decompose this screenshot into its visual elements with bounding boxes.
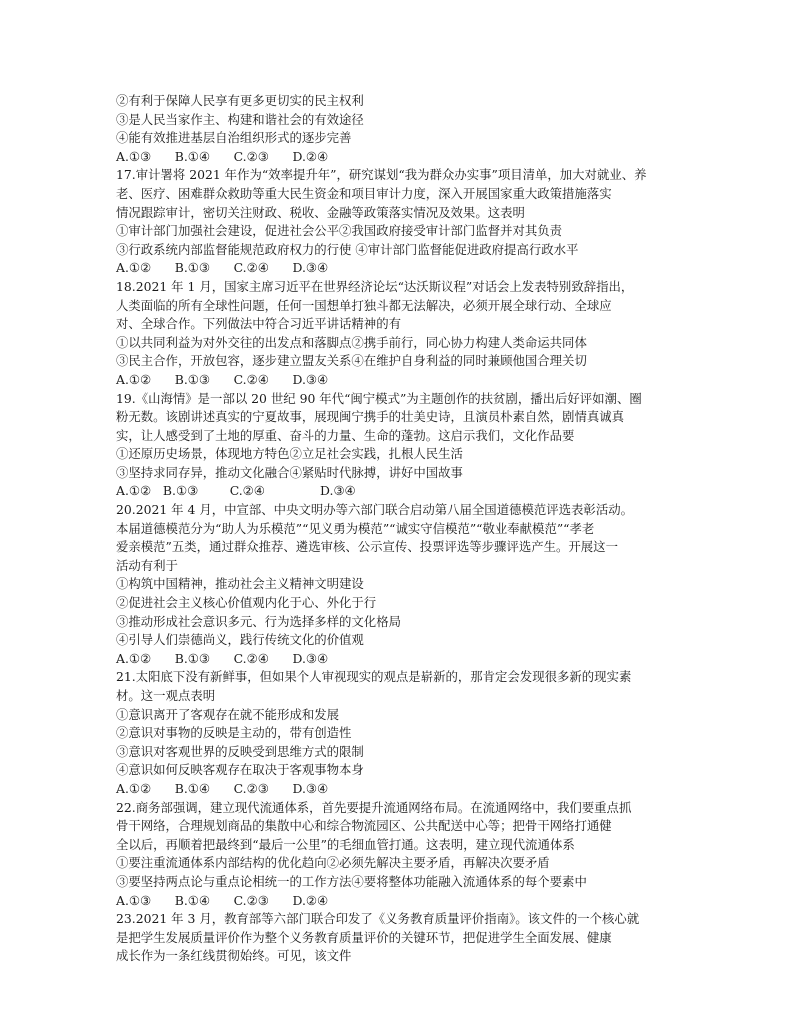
q17-options: A.①② B.①③ C.②④ D.③④: [116, 260, 329, 276]
q20-options: A.①② B.①③ C.②④ D.③④: [116, 650, 329, 666]
q17-stem-line-1: 17.审计署将 2021 年作为“效率提升年”，研究谋划“我为群众办实事”项目清单，加大对就业、养: [116, 167, 647, 183]
q16-statement-2: ②有利于保障人民享有更多更切实的民主权利: [116, 93, 364, 108]
q20-statement-2: ②促进社会主义核心价值观内化于心、外化于行: [116, 595, 377, 611]
q18-stem-line-3: 对、全球合作。下列做法中符合习近平讲话精神的有: [116, 316, 401, 332]
q20-statement-1: ①构筑中国精神，推动社会主义精神文明建设: [116, 576, 364, 592]
q20-stem-line-4: 活动有利于: [116, 557, 178, 573]
question-18: [116, 278, 696, 390]
q19-stem-line-2: 粉无数。该剧讲述真实的宁夏故事，展现闽宁携手的壮美史诗，且演员朴素自然，剧情真诚真: [116, 409, 625, 425]
q19-stem-line-3: 实，让人感受到了土地的厚重、奋斗的力量、生命的蓬勃。这启示我们，文化作品要: [116, 427, 575, 443]
q23-stem-line-3: 成长作为一条红线贯彻始终。可见，该文件: [116, 948, 352, 964]
q20-statement-4: ④引导人们崇德尚义，践行传统文化的价值观: [116, 632, 364, 648]
q23-stem-line-1: 23.2021 年 3 月，教育部等六部门联合印发了《义务教育质量评价指南》。该文件的一个核心就: [116, 911, 640, 927]
q21-statement-1: ①意识离开了客观存在就不能形成和发展: [116, 706, 340, 722]
question-21: [116, 668, 696, 798]
q19-stem-line-1: 19.《山海情》是一部以 20 世纪 90 年代“闽宁模式”为主题创作的扶贫剧，播出后好评如潮、圈: [116, 390, 642, 406]
q16-statement-3: ③是人民当家作主、构建和谐社会的有效途径: [116, 111, 364, 127]
q16-options: A.①③ B.①④ C.②③ D.②④: [116, 148, 329, 164]
question-20: [116, 501, 696, 668]
question-22: [116, 799, 696, 911]
q20-stem-line-1: 20.2021 年 4 月，中宣部、中央文明办等六部门联合启动第八届全国道德模范评选表彰活动。: [116, 502, 633, 518]
q17-stem-line-2: 老、医疗、困难群众救助等重大民生资金和项目审计力度，深入开展国家重大政策措施落实: [116, 185, 612, 201]
q22-statements-1-2: ①要注重流通体系内部结构的优化趋向②必须先解决主要矛盾，再解决次要矛盾: [116, 855, 550, 871]
exam-page: [116, 92, 696, 966]
q22-stem-line-3: 全以后，再顺着把最终到“最后一公里”的毛细血管打通。这表明，建立现代流通体系: [116, 836, 575, 852]
q23-stem-line-2: 是把学生发展质量评价作为整个义务教育质量评价的关键环节，把促进学生全面发展、健康: [116, 929, 612, 945]
q18-stem-line-2: 人类面临的所有全球性问题，任何一国想单打独斗都无法解决，必须开展全球行动、全球应: [116, 297, 612, 313]
q22-statements-3-4: ③要坚持两点论与重点论相统一的工作方法④要将整体功能融入流通体系的每个要素中: [116, 873, 587, 889]
q17-statements-3-4: ③行政系统内部监督能规范政府权力的行使 ④审计部门监督能促进政府提高行政水平: [116, 241, 579, 257]
q16-statement-4: ④能有效推进基层自治组织形式的逐步完善: [116, 130, 352, 146]
question-16-tail: [116, 92, 696, 166]
q21-statement-4: ④意识如何反映客观存在取决于客观事物本身: [116, 762, 364, 778]
q17-stem-line-3: 情况跟踪审计，密切关注财政、税收、金融等政策落实情况及效果。这表明: [116, 204, 525, 220]
q19-statements-1-2: ①还原历史场景，体现地方特色②立足社会实践，扎根人民生活: [116, 446, 463, 462]
q21-statement-3: ③意识对客观世界的反映受到思维方式的限制: [116, 743, 364, 759]
q21-statement-2: ②意识对事物的反映是主动的，带有创造性: [116, 725, 352, 741]
q20-stem-line-2: 本届道德模范分为“助人为乐模范”“见义勇为模范”“诚实守信模范”“敬业奉献模范”“孝老: [116, 520, 595, 536]
q18-options: A.①② B.①③ C.②④ D.③④: [116, 371, 329, 387]
q21-stem-line-1: 21.太阳底下没有新鲜事，但如果个人审视现实的观点是崭新的，那肯定会发现很多新的现实素: [116, 669, 632, 685]
q18-stem-line-1: 18.2021 年 1 月，国家主席习近平在世界经济论坛“达沃斯议程”对话会上发表特别致辞指出，: [116, 278, 634, 294]
question-19: [116, 390, 696, 502]
q17-statements-1-2: ①审计部门加强社会建设，促进社会公平②我国政府接受审计部门监督并对其负责: [116, 223, 563, 239]
q20-stem-line-3: 爱亲模范”五类，通过群众推荐、遴选审核、公示宣传、投票评选等步骤评选产生。开展这一: [116, 539, 618, 555]
q21-stem-line-2: 材。这一观点表明: [116, 688, 216, 703]
q18-statements-3-4: ③民主合作，开放包容，逐步建立盟友关系④在维护自身利益的同时兼顾他国合理关切: [116, 353, 587, 369]
q18-statements-1-2: ①以共同利益为对外交往的出发点和落脚点②携手前行，同心协力构建人类命运共同体: [116, 334, 587, 350]
question-23: [116, 910, 696, 966]
question-17: [116, 166, 696, 278]
q19-options: A.①② B.①③ C.②④ D.③④: [116, 483, 356, 499]
q21-options: A.①② B.①④ C.②③ D.③④: [116, 780, 329, 796]
q22-options: A.①③ B.①④ C.②③ D.②④: [116, 892, 329, 908]
q22-stem-line-1: 22.商务部强调，建立现代流通体系，首先要提升流通网络布局。在流通网络中，我们要重点抓: [116, 799, 632, 815]
q19-statements-3-4: ③坚持求同存异，推动文化融合④紧贴时代脉搏，讲好中国故事: [116, 464, 463, 480]
q22-stem-line-2: 骨干网络，合理规划商品的集散中心和综合物流园区、公共配送中心等；把骨干网络打通健: [116, 818, 612, 834]
q20-statement-3: ③推动形成社会意识多元、行为选择多样的文化格局: [116, 613, 401, 629]
